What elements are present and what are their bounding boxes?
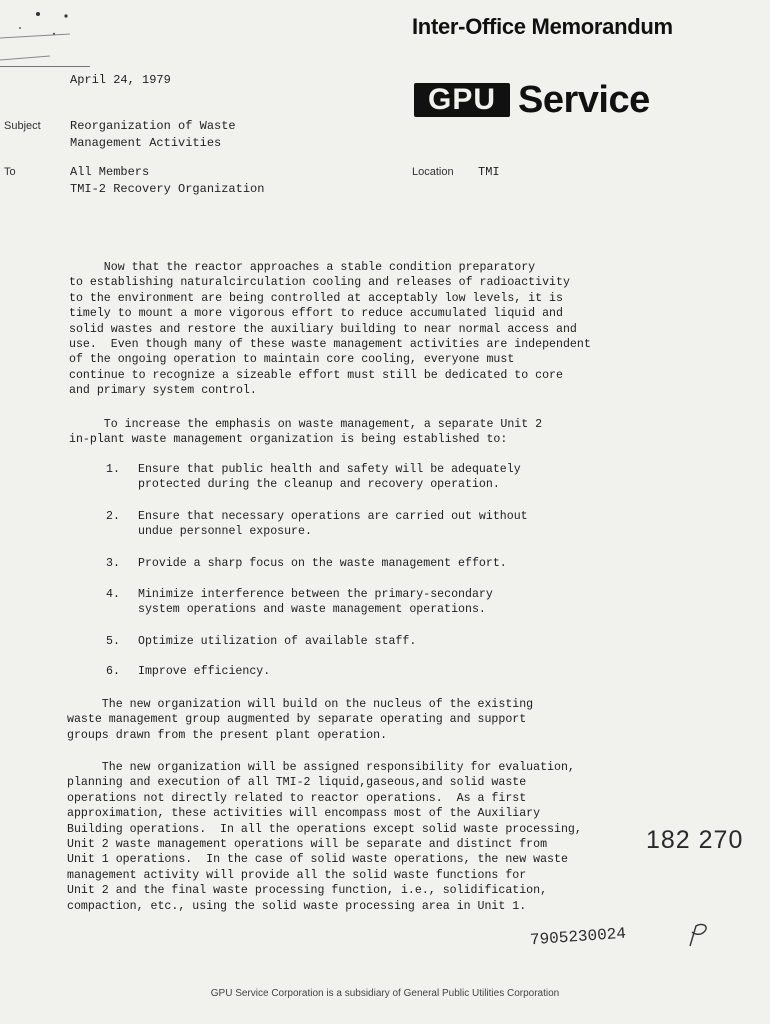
text-line: solid wastes and restore the auxiliary building to near normal access and xyxy=(69,322,577,336)
list-number: 6. xyxy=(106,665,120,678)
text-line: in-plant waste management organization is being established to: xyxy=(69,433,508,447)
list-item-3 xyxy=(106,556,507,571)
text-line: The new organization will be assigned responsibility for evaluation, xyxy=(67,761,575,774)
list-text: Minimize interference between the primary-secondary xyxy=(138,588,493,601)
scan-specks xyxy=(0,0,120,70)
text-line: to the environment are being controlled at acceptably low levels, it is xyxy=(69,291,563,305)
subject-line-2: Management Activities xyxy=(70,136,222,150)
logo-word: Service xyxy=(518,78,650,121)
text-line: planning and execution of all TMI-2 liquid,gaseous,and solid waste xyxy=(67,776,527,790)
list-text: Improve efficiency. xyxy=(138,665,271,678)
text-line: The new organization will build on the nucleus of the existing xyxy=(67,698,534,711)
list-number: 1. xyxy=(106,463,120,476)
text-line: Unit 2 and the final waste processing function, i.e., solidification, xyxy=(67,884,548,898)
list-item-1 xyxy=(106,462,521,493)
list-number: 3. xyxy=(106,557,120,570)
text-line: continue to recognize a sizeable effort must still be dedicated to core xyxy=(69,368,563,382)
text-line: groups drawn from the present plant operation. xyxy=(67,728,388,742)
list-item-4 xyxy=(106,587,493,618)
list-text: Ensure that public health and safety will be adequately xyxy=(138,463,521,476)
subject-line-1: Reorganization of Waste xyxy=(70,119,236,133)
text-line: management activity will provide all the solid waste functions for xyxy=(67,868,527,882)
text-line: compaction, etc., using the solid waste processing area in Unit 1. xyxy=(67,899,527,913)
document-number: 7905230024 xyxy=(529,924,627,950)
text-line: and primary system control. xyxy=(69,384,257,398)
paragraph-4 xyxy=(67,760,667,914)
list-number: 4. xyxy=(106,588,120,601)
list-number: 5. xyxy=(106,635,120,648)
list-text: Ensure that necessary operations are carried out without xyxy=(138,510,528,523)
paragraph-1 xyxy=(69,260,669,399)
memo-title: Inter-Office Memorandum xyxy=(412,14,673,39)
location-value: TMI xyxy=(478,165,500,179)
text-line: Unit 2 waste management operations will be separate and distinct from xyxy=(67,838,548,852)
page-stamp-number: 182 270 xyxy=(646,826,744,854)
text-line: of the ongoing operation to maintain core cooling, everyone must xyxy=(69,353,515,367)
text-line: waste management group augmented by separate operating and support xyxy=(67,713,527,727)
subject-label: Subject xyxy=(4,120,41,132)
logo-box: GPU xyxy=(414,83,510,117)
text-line: timely to mount a more vigorous effort to reduce accumulated liquid and xyxy=(69,307,563,321)
list-text: Optimize utilization of available staff. xyxy=(138,635,417,648)
paragraph-2 xyxy=(69,417,669,448)
location-label: Location xyxy=(412,166,454,178)
list-item-5 xyxy=(106,634,416,649)
text-line: Unit 1 operations. In the case of solid waste operations, the new waste xyxy=(67,853,568,867)
footer-note: GPU Service Corporation is a subsidiary of General Public Utilities Corporation xyxy=(210,988,560,999)
text-line: use. Even though many of these waste management activities are independent xyxy=(69,338,591,352)
date-value: April 24, 1979 xyxy=(70,73,171,87)
text-line: To increase the emphasis on waste management, a separate Unit 2 xyxy=(69,418,543,431)
text-line: Building operations. In all the operations except solid waste processing, xyxy=(67,822,582,836)
list-text: undue personnel exposure. xyxy=(138,525,312,539)
company-logo xyxy=(414,80,650,120)
to-line-2: TMI-2 Recovery Organization xyxy=(70,182,265,196)
list-item-6 xyxy=(106,664,270,679)
handwritten-initials xyxy=(684,922,714,948)
list-item-2 xyxy=(106,509,528,540)
text-line: Now that the reactor approaches a stable condition preparatory xyxy=(69,261,536,274)
to-line-1: All Members xyxy=(70,165,150,179)
list-text: protected during the cleanup and recovery operation. xyxy=(138,478,500,492)
text-line: approximation, these activities will encompass most of the Auxiliary xyxy=(67,807,541,821)
list-text: Provide a sharp focus on the waste management effort. xyxy=(138,557,507,570)
text-line: to establishing naturalcirculation cooling and releases of radioactivity xyxy=(69,276,570,290)
paragraph-3 xyxy=(67,697,667,743)
date-rule xyxy=(0,66,90,67)
list-text: system operations and waste management operations. xyxy=(138,603,486,617)
to-label: To xyxy=(4,166,16,178)
list-number: 2. xyxy=(106,510,120,523)
text-line: operations not directly related to reactor operations. As a first xyxy=(67,791,527,805)
